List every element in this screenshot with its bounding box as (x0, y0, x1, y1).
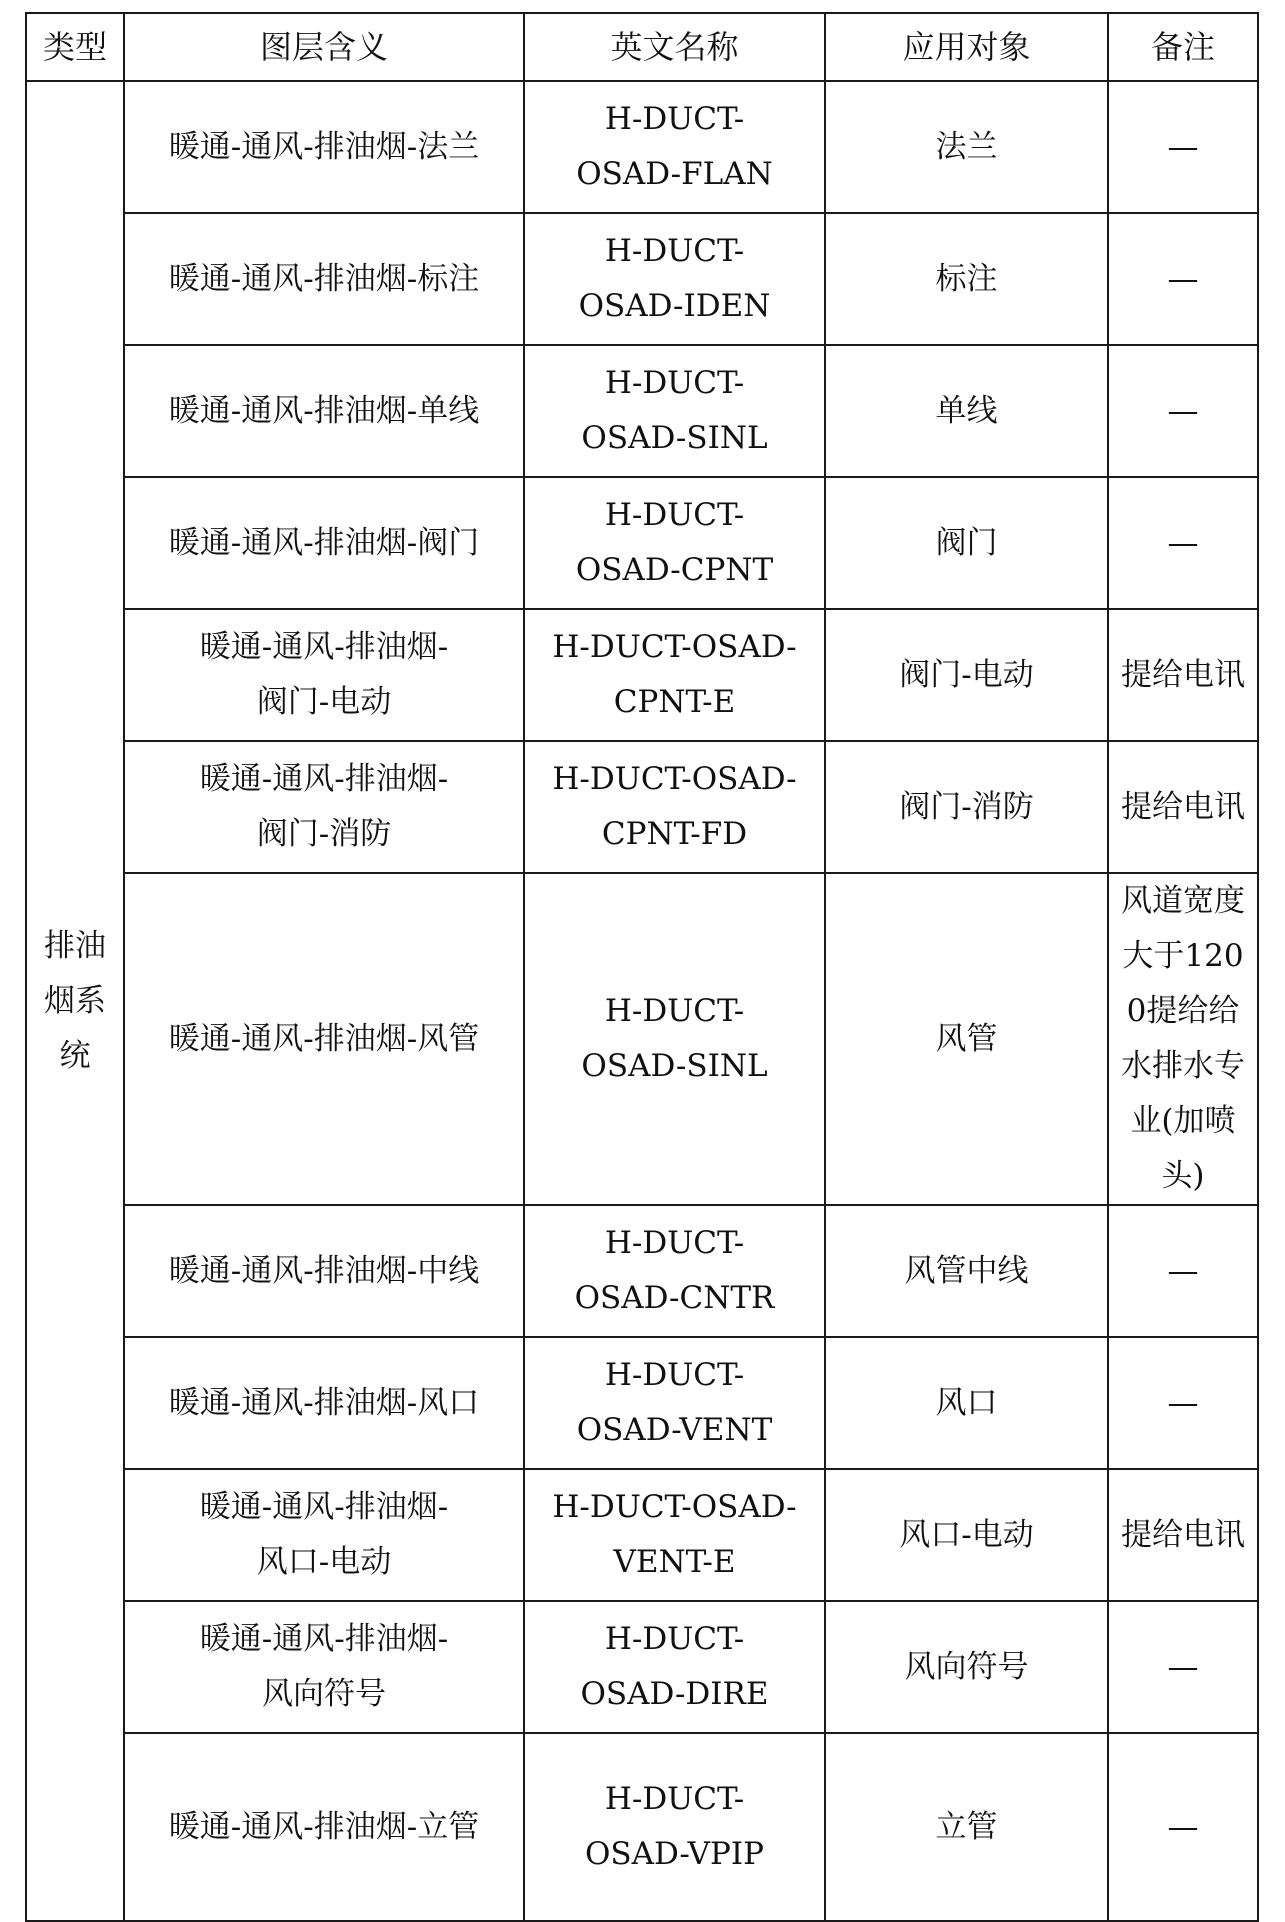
note-cell (1108, 477, 1258, 609)
table-row (26, 345, 1258, 477)
object-cell: 阀门 (825, 477, 1108, 609)
meaning-line: 暖通-通风-排油烟- (199, 629, 449, 665)
note-cell (1108, 81, 1258, 213)
meaning-line: 暖通-通风-排油烟-风口 (168, 1384, 480, 1421)
object-cell: 风口 (825, 1337, 1108, 1469)
object-cell: 风口-电动 (825, 1469, 1108, 1601)
english-name-cell (524, 1733, 825, 1921)
english-name-cell (524, 81, 825, 213)
english-name-cell (524, 1601, 825, 1733)
meaning-cell (124, 1205, 524, 1337)
english-name-cell (524, 873, 825, 1205)
meaning-line: 暖通-通风-排油烟- (199, 761, 449, 797)
note-text: 提给电讯 (1121, 788, 1245, 825)
header-type: 类型 (26, 13, 124, 81)
meaning-line: 阀门-消防 (256, 816, 392, 852)
english-line: H-DUCT-OSAD- (552, 1489, 797, 1525)
english-line: H-DUCT-OSAD- (552, 629, 797, 665)
table-row (26, 873, 1258, 1205)
object-cell: 风管 (825, 873, 1108, 1205)
english-line: H-DUCT- (604, 497, 745, 533)
english-line: H-DUCT- (604, 233, 745, 269)
english-line: OSAD-CPNT (575, 552, 774, 588)
note-text: 风道宽度大于1200提给给水排水专业(加喷头) (1121, 883, 1245, 1194)
layer-table (25, 12, 1259, 1922)
note-text: — (1167, 128, 1199, 165)
english-name-cell (524, 345, 825, 477)
object-cell: 阀门-电动 (825, 609, 1108, 741)
note-cell (1108, 345, 1258, 477)
note-cell (1108, 1469, 1258, 1601)
object-cell: 法兰 (825, 81, 1108, 213)
english-line: OSAD-IDEN (578, 288, 771, 324)
meaning-line: 暖通-通风-排油烟-法兰 (168, 128, 480, 165)
note-text: 提给电讯 (1121, 1516, 1245, 1553)
english-line: H-DUCT- (604, 993, 745, 1029)
meaning-line: 风口-电动 (256, 1544, 392, 1580)
english-line: OSAD-FLAN (576, 156, 773, 192)
english-line: VENT-E (613, 1544, 736, 1580)
type-label: 排油烟系统 (44, 927, 106, 1074)
english-name-cell (524, 213, 825, 345)
english-line: H-DUCT- (604, 101, 745, 137)
object-cell: 立管 (825, 1733, 1108, 1921)
object-cell: 标注 (825, 213, 1108, 345)
meaning-cell (124, 873, 524, 1205)
english-line: H-DUCT- (604, 1621, 745, 1657)
meaning-line: 暖通-通风-排油烟-立管 (168, 1808, 480, 1845)
english-line: OSAD-VENT (576, 1412, 773, 1448)
english-name-cell (524, 609, 825, 741)
table-row (26, 1337, 1258, 1469)
meaning-cell (124, 345, 524, 477)
english-line: H-DUCT-OSAD- (552, 761, 797, 797)
header-layer-meaning: 图层含义 (124, 13, 524, 81)
type-cell (26, 81, 124, 1921)
english-line: H-DUCT- (604, 1357, 745, 1393)
note-cell (1108, 1337, 1258, 1469)
table-row (26, 81, 1258, 213)
note-cell (1108, 873, 1258, 1205)
note-cell (1108, 1601, 1258, 1733)
meaning-cell (124, 477, 524, 609)
header-row (26, 13, 1258, 81)
header-application-object: 应用对象 (825, 13, 1108, 81)
object-cell: 风管中线 (825, 1205, 1108, 1337)
english-line: OSAD-SINL (581, 1048, 768, 1084)
object-cell: 阀门-消防 (825, 741, 1108, 873)
meaning-line: 暖通-通风-排油烟-单线 (168, 392, 480, 429)
header-remarks: 备注 (1108, 13, 1258, 81)
meaning-cell (124, 609, 524, 741)
english-line: CPNT-E (613, 684, 736, 720)
table-row (26, 213, 1258, 345)
note-cell (1108, 1733, 1258, 1921)
table-row (26, 741, 1258, 873)
meaning-cell (124, 1337, 524, 1469)
note-text: — (1167, 1808, 1199, 1845)
note-text: — (1167, 260, 1199, 297)
meaning-line: 暖通-通风-排油烟-阀门 (168, 524, 480, 561)
meaning-line: 暖通-通风-排油烟- (199, 1489, 449, 1525)
header-english-name: 英文名称 (524, 13, 825, 81)
english-name-cell (524, 1205, 825, 1337)
meaning-cell (124, 741, 524, 873)
meaning-line: 风向符号 (262, 1676, 386, 1712)
note-text: — (1167, 1252, 1199, 1289)
meaning-line: 暖通-通风-排油烟-风管 (168, 1020, 480, 1057)
english-line: H-DUCT- (604, 1225, 745, 1261)
meaning-cell (124, 1733, 524, 1921)
table-row (26, 1205, 1258, 1337)
english-name-cell (524, 1337, 825, 1469)
english-line: OSAD-CNTR (574, 1280, 775, 1316)
english-line: OSAD-DIRE (580, 1676, 769, 1712)
meaning-line: 阀门-电动 (256, 684, 392, 720)
english-line: CPNT-FD (601, 816, 748, 852)
meaning-line: 暖通-通风-排油烟-标注 (168, 260, 480, 297)
table-row (26, 1601, 1258, 1733)
english-line: H-DUCT- (604, 365, 745, 401)
meaning-line: 暖通-通风-排油烟- (199, 1621, 449, 1657)
english-name-cell (524, 1469, 825, 1601)
table-row (26, 1469, 1258, 1601)
meaning-cell (124, 81, 524, 213)
note-cell (1108, 609, 1258, 741)
note-text: — (1167, 1384, 1199, 1421)
meaning-cell (124, 1601, 524, 1733)
table-row (26, 609, 1258, 741)
table-row (26, 1733, 1258, 1921)
note-cell (1108, 213, 1258, 345)
english-line: H-DUCT- (604, 1781, 745, 1817)
english-name-cell (524, 477, 825, 609)
english-name-cell (524, 741, 825, 873)
meaning-cell (124, 1469, 524, 1601)
english-line: OSAD-VPIP (584, 1836, 765, 1872)
object-cell: 单线 (825, 345, 1108, 477)
meaning-line: 暖通-通风-排油烟-中线 (168, 1252, 480, 1289)
note-text: 提给电讯 (1121, 656, 1245, 693)
table-row (26, 477, 1258, 609)
meaning-cell (124, 213, 524, 345)
note-text: — (1167, 392, 1199, 429)
english-line: OSAD-SINL (581, 420, 768, 456)
note-text: — (1167, 524, 1199, 561)
object-cell: 风向符号 (825, 1601, 1108, 1733)
note-text: — (1167, 1648, 1199, 1685)
note-cell (1108, 741, 1258, 873)
note-cell (1108, 1205, 1258, 1337)
